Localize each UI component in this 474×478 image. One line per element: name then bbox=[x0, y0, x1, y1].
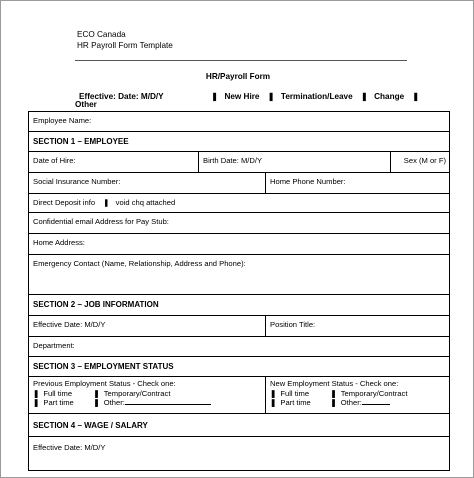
sin-phone-row bbox=[29, 173, 449, 194]
form-title: HR/Payroll Form bbox=[205, 72, 271, 81]
sin-field[interactable]: Social Insurance Number: bbox=[33, 177, 121, 186]
employment-status-row bbox=[29, 377, 449, 414]
change-checkbox-icon[interactable]: ❚ bbox=[360, 92, 368, 101]
home-phone-field[interactable]: Home Phone Number: bbox=[265, 173, 449, 193]
pay-stub-email-field[interactable]: Confidential email Address for Pay Stub: bbox=[33, 217, 169, 226]
sex-field[interactable]: Sex (M or F) bbox=[390, 152, 449, 172]
new-temporary-label: Temporary/Contract bbox=[340, 388, 408, 398]
new-part-time-checkbox-icon[interactable]: ❚ bbox=[270, 398, 277, 407]
payroll-form-table bbox=[28, 111, 450, 471]
void-cheque-label: void chq attached bbox=[115, 198, 176, 207]
new-status-line1 bbox=[270, 389, 449, 399]
section3-heading: SECTION 3 – EMPLOYMENT STATUS bbox=[33, 362, 174, 371]
header-rule bbox=[75, 60, 407, 61]
other-checkbox-icon[interactable]: ❚ bbox=[412, 92, 420, 101]
direct-deposit-label: Direct Deposit info bbox=[33, 198, 96, 207]
new-hire-checkbox-icon[interactable]: ❚ bbox=[211, 92, 219, 101]
form-options bbox=[79, 91, 419, 101]
department-row bbox=[29, 337, 449, 357]
prev-full-time-checkbox-icon[interactable]: ❚ bbox=[33, 388, 40, 398]
wage-effective-date-field[interactable]: Effective Date: M/D/Y bbox=[33, 443, 106, 452]
effective-date-label: Effective: Date: M/D/Y bbox=[79, 92, 164, 101]
company-name: ECO Canada bbox=[77, 30, 126, 39]
previous-status-label: Previous Employment Status - Check one: bbox=[33, 379, 176, 388]
previous-status-line1 bbox=[33, 389, 265, 399]
new-other-blank[interactable] bbox=[362, 398, 390, 405]
section3-row bbox=[29, 357, 449, 377]
prev-temporary-checkbox-icon[interactable]: ❚ bbox=[93, 388, 100, 398]
prev-temporary-label: Temporary/Contract bbox=[103, 388, 171, 398]
emergency-contact-row bbox=[29, 255, 449, 295]
prev-part-time-checkbox-icon[interactable]: ❚ bbox=[33, 398, 40, 407]
section1-heading: SECTION 1 – EMPLOYEE bbox=[33, 137, 129, 146]
new-other-label: Other: bbox=[340, 398, 362, 407]
email-row bbox=[29, 213, 449, 234]
template-name: HR Payroll Form Template bbox=[77, 41, 173, 50]
employee-name-field[interactable]: Employee Name: bbox=[33, 116, 92, 125]
prev-other-label: Other: bbox=[103, 398, 125, 407]
direct-deposit-row bbox=[29, 194, 449, 213]
emergency-contact-field[interactable]: Emergency Contact (Name, Relationship, Address and Phone): bbox=[33, 259, 246, 268]
employee-name-row bbox=[29, 112, 449, 132]
void-cheque-checkbox-icon[interactable]: ❚ bbox=[103, 198, 110, 207]
termination-checkbox-icon[interactable]: ❚ bbox=[267, 92, 275, 101]
date-of-hire-field[interactable]: Date of Hire: bbox=[33, 156, 76, 165]
other-label: Other bbox=[75, 100, 97, 109]
section2-row bbox=[29, 295, 449, 316]
previous-status-cell bbox=[29, 377, 265, 413]
effective-date-field[interactable]: Effective Date: M/D/Y bbox=[33, 320, 106, 329]
new-hire-label: New Hire bbox=[224, 92, 260, 101]
department-field[interactable]: Department: bbox=[33, 341, 75, 350]
section4-row bbox=[29, 414, 449, 437]
prev-part-time-label: Part time bbox=[43, 398, 74, 407]
section1-row bbox=[29, 132, 449, 152]
prev-other-checkbox-icon[interactable]: ❚ bbox=[93, 398, 100, 407]
change-label: Change bbox=[374, 92, 405, 101]
previous-status-line2 bbox=[33, 398, 265, 408]
wage-effective-row bbox=[29, 437, 449, 470]
new-other-checkbox-icon[interactable]: ❚ bbox=[330, 398, 337, 407]
prev-full-time-label: Full time bbox=[43, 388, 73, 398]
section4-heading: SECTION 4 – WAGE / SALARY bbox=[33, 421, 148, 430]
new-part-time-label: Part time bbox=[280, 398, 311, 407]
new-status-line2 bbox=[270, 398, 449, 408]
termination-label: Termination/Leave bbox=[280, 92, 353, 101]
position-title-field[interactable]: Position Title: bbox=[265, 316, 449, 336]
hire-birth-row bbox=[29, 152, 449, 173]
new-status-cell bbox=[265, 377, 449, 413]
new-full-time-checkbox-icon[interactable]: ❚ bbox=[270, 388, 277, 398]
home-address-field[interactable]: Home Address: bbox=[33, 238, 85, 247]
new-status-label: New Employment Status - Check one: bbox=[270, 379, 399, 388]
prev-other-blank[interactable] bbox=[125, 398, 211, 405]
home-address-row bbox=[29, 234, 449, 255]
new-full-time-label: Full time bbox=[280, 388, 310, 398]
effective-position-row bbox=[29, 316, 449, 337]
birth-date-field[interactable]: Birth Date: M/D/Y bbox=[198, 152, 390, 172]
new-temporary-checkbox-icon[interactable]: ❚ bbox=[330, 388, 337, 398]
direct-deposit-field[interactable] bbox=[29, 194, 449, 212]
section2-heading: SECTION 2 – JOB INFORMATION bbox=[33, 300, 159, 309]
